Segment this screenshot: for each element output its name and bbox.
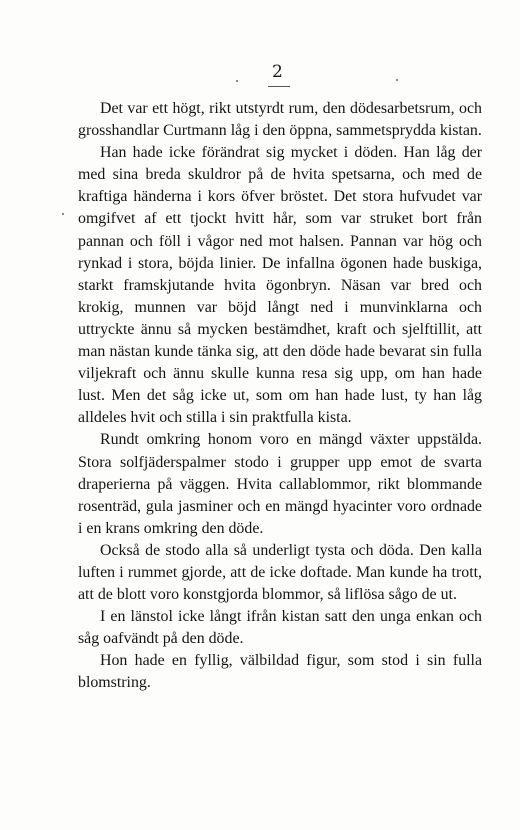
paragraph: Också de stodo alla så underligt tysta och döda. Den kalla luften i rummet gjorde, att de icke doftade. Man kunde ha trott, att de blott voro konstgjorda blommor, så liflösa sågo de ut. — [78, 541, 482, 604]
page-number-rule — [268, 86, 290, 87]
paragraph: Hon hade en fyllig, välbildad figur, som stod i sin fulla blomstring. — [78, 652, 482, 692]
page-number: 2 — [272, 62, 283, 82]
ink-speck — [62, 213, 64, 215]
ink-speck — [236, 80, 238, 82]
paragraph: Rundt omkring honom voro en mängd växter uppstälda. Stora solfjäderspalmer stodo i grupper upp emot de svarta draperierna på väggen. Hvita callablommor, rikt blommande rosenträd, gula jasminer och en mängd hyacinter voro ordnade i en krans omkring den döde. — [78, 431, 482, 537]
paragraph: Det var ett högt, rikt utstyrdt rum, den dödesarbetsrum, och grosshandlar Curtmann låg i den öppna, sammetsprydda kistan. — [78, 100, 482, 140]
paragraph: Han hade icke förändrat sig mycket i döden. Han låg der med sina breda skuldror på de hvita spetsarna, och med de kraftiga händerna i kors öfver bröstet. Det stora hufvudet var omgifvet af ett tjockt hvitt hår, som var struket bort från pannan och föll i vågor ned mot halsen. Pannan var hög och rynkad i stora, böjda linier. De infallna ögonen hade buskiga, starkt framskjutande hvita ögonbryn. Näsan var bred och krokig, munnen var böjd långt ned i munvinklarna och uttryckte ännu så mycken bestämdhet, kraft och sjelftillit, att man nästan kunde tänka sig, att den döde hade bevarat sin fulla viljekraft och ännu skulle kunna resa sig upp, om han hade lust. Men det såg icke ut, som om han hade lust, ty han låg alldeles hvit och stilla i sin praktfulla kista. — [78, 144, 482, 427]
ink-speck — [396, 79, 398, 81]
body-text — [78, 98, 482, 695]
paragraph: I en länstol icke långt ifrån kistan satt den unga enkan och såg oafvändt på den döde. — [78, 608, 482, 648]
